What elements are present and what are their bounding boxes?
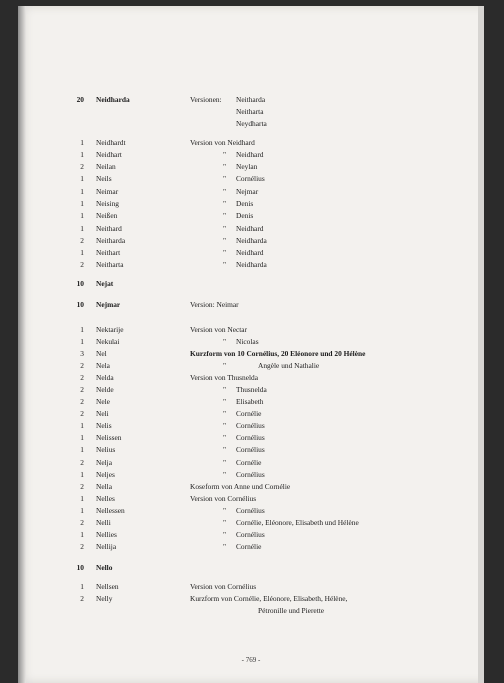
entry-count: 1 <box>80 582 84 591</box>
entry-description: " <box>223 199 227 208</box>
list-item <box>18 593 484 605</box>
list-item <box>18 278 484 290</box>
entry-count: 1 <box>80 211 84 220</box>
entry-name: Neidhart <box>96 150 122 159</box>
entry-name: Neithart <box>96 248 121 257</box>
entry-description: " <box>223 506 227 515</box>
list-item <box>18 118 484 130</box>
entry-name: Nejmar <box>96 300 121 309</box>
page-number: - 769 - <box>241 656 261 664</box>
entry-reference: Nicolas <box>236 337 259 346</box>
entry-description: " <box>223 187 227 196</box>
entry-reference: Cornélius <box>236 174 265 183</box>
entry-description: " <box>223 248 227 257</box>
entry-reference: Neitharda <box>236 95 266 104</box>
entry-count: 1 <box>80 174 84 183</box>
list-item <box>18 444 484 456</box>
entry-reference: Neitharta <box>236 107 264 116</box>
entry-description: Version: Neimar <box>190 300 239 309</box>
entry-count: 1 <box>80 445 84 454</box>
list-item <box>18 562 484 574</box>
list-item <box>18 493 484 505</box>
list-item <box>18 247 484 259</box>
entry-description: Koseform von Anne und Cornélie <box>190 482 291 491</box>
entry-count: 1 <box>80 248 84 257</box>
entry-name: Neidhardt <box>96 138 126 147</box>
entry-name: Nela <box>96 361 110 370</box>
entry-reference: Neidhard <box>236 150 264 159</box>
entry-name: Neising <box>96 199 119 208</box>
list-item <box>18 186 484 198</box>
entry-description: Version von Nectar <box>190 325 248 334</box>
list-item <box>18 541 484 553</box>
entry-reference: Pétronille und Pierette <box>258 606 325 615</box>
list-item <box>18 372 484 384</box>
entry-name: Nektarije <box>96 325 124 334</box>
entry-description: " <box>223 397 227 406</box>
entry-count: 2 <box>80 409 84 418</box>
entry-name: Nele <box>96 397 110 406</box>
entry-description: " <box>223 337 227 346</box>
list-item <box>18 336 484 348</box>
entry-count: 1 <box>80 337 84 346</box>
list-item <box>18 149 484 161</box>
entry-reference: Neidharda <box>236 236 267 245</box>
entry-name: Nellsen <box>96 582 119 591</box>
list-item <box>18 481 484 493</box>
entry-name: Neli <box>96 409 109 418</box>
entry-name: Nel <box>96 349 107 358</box>
entry-count: 2 <box>80 236 84 245</box>
list-item <box>18 324 484 336</box>
entry-count: 2 <box>80 162 84 171</box>
entry-reference: Neidhard <box>236 224 264 233</box>
entry-count: 1 <box>80 421 84 430</box>
entry-count: 2 <box>80 361 84 370</box>
entry-name: Nello <box>96 563 113 572</box>
entry-description: " <box>223 409 227 418</box>
entry-reference: Angèle und Nathalie <box>258 361 320 370</box>
entry-count: 2 <box>80 260 84 269</box>
entry-count: 1 <box>80 325 84 334</box>
entry-count: 20 <box>76 95 84 104</box>
list-item <box>18 408 484 420</box>
list-item <box>18 210 484 222</box>
entry-description: Version von Neidhard <box>190 138 255 147</box>
list-item <box>18 469 484 481</box>
entry-description: " <box>223 542 227 551</box>
entry-count: 1 <box>80 224 84 233</box>
document-page <box>18 6 484 683</box>
entry-reference: Cornélius <box>236 506 265 515</box>
list-item <box>18 505 484 517</box>
entry-name: Nelja <box>96 458 113 467</box>
entry-description: " <box>223 174 227 183</box>
list-item <box>18 420 484 432</box>
entry-count: 1 <box>80 494 84 503</box>
entry-reference: Cornélius <box>236 421 265 430</box>
entry-count: 2 <box>80 385 84 394</box>
entry-reference: Neylan <box>236 162 258 171</box>
entry-reference: Elisabeth <box>236 397 264 406</box>
entry-name: Neidharda <box>96 95 130 104</box>
entry-name: Nellija <box>96 542 117 551</box>
entry-description: Kurzform von Cornélie, Eléonore, Elisabeth, Hélène, <box>190 594 348 603</box>
entry-reference: Nejmar <box>236 187 259 196</box>
entry-description: " <box>223 162 227 171</box>
entry-name: Nelissen <box>96 433 122 442</box>
entry-reference: Cornélius <box>236 433 265 442</box>
list-item <box>18 517 484 529</box>
entry-count: 2 <box>80 542 84 551</box>
entry-name: Neilan <box>96 162 116 171</box>
list-item <box>18 94 484 106</box>
entry-reference: Cornélie, Eléonore, Elisabeth und Hélène <box>236 518 359 527</box>
entry-name: Nelda <box>96 373 114 382</box>
list-item <box>18 137 484 149</box>
entry-name: Neils <box>96 174 112 183</box>
entry-name: Nekulai <box>96 337 120 346</box>
entry-description: " <box>223 530 227 539</box>
entry-reference: Denis <box>236 211 254 220</box>
list-item <box>18 259 484 271</box>
entry-name: Nellessen <box>96 506 125 515</box>
entry-count: 10 <box>76 300 84 309</box>
entry-count: 2 <box>80 518 84 527</box>
entry-reference: Neidharda <box>236 260 267 269</box>
entry-description: " <box>223 260 227 269</box>
entry-count: 2 <box>80 458 84 467</box>
entry-description: " <box>223 224 227 233</box>
entry-name: Nelli <box>96 518 111 527</box>
list-item <box>18 235 484 247</box>
entry-description: Version von Cornélius <box>190 494 257 503</box>
entry-count: 2 <box>80 397 84 406</box>
entry-count: 2 <box>80 594 84 603</box>
entry-count: 10 <box>76 279 84 288</box>
entry-count: 1 <box>80 150 84 159</box>
list-item <box>18 605 484 617</box>
entry-description: " <box>223 150 227 159</box>
entry-name: Neitharta <box>96 260 124 269</box>
entry-name: Neithard <box>96 224 122 233</box>
list-item <box>18 432 484 444</box>
entry-description: Version von Thusnelda <box>190 373 259 382</box>
entry-name: Neißen <box>96 211 118 220</box>
entry-description: " <box>223 211 227 220</box>
entry-name: Nella <box>96 482 113 491</box>
entry-name: Nelde <box>96 385 114 394</box>
entry-reference: Cornélie <box>236 542 262 551</box>
entry-count: 1 <box>80 433 84 442</box>
list-item <box>18 457 484 469</box>
entry-name: Nelis <box>96 421 112 430</box>
entry-reference: Cornélius <box>236 530 265 539</box>
entry-count: 1 <box>80 470 84 479</box>
entry-name: Nelius <box>96 445 116 454</box>
entry-reference: Cornélius <box>236 445 265 454</box>
entry-reference: Denis <box>236 199 254 208</box>
entry-description: " <box>223 361 227 370</box>
entry-name: Neljes <box>96 470 115 479</box>
entry-reference: Neidhard <box>236 248 264 257</box>
entry-description: " <box>223 458 227 467</box>
entry-description: " <box>223 421 227 430</box>
entry-count: 10 <box>76 563 84 572</box>
entry-reference: Thusnelda <box>236 385 267 394</box>
list-item <box>18 173 484 185</box>
list-item <box>18 299 484 311</box>
entry-count: 1 <box>80 199 84 208</box>
entry-description: " <box>223 518 227 527</box>
entry-name: Neimar <box>96 187 119 196</box>
entry-description: " <box>223 445 227 454</box>
list-item <box>18 161 484 173</box>
entry-description: Kurzform von 10 Cornélius, 20 Eléonore und 20 Hélène <box>190 349 366 358</box>
entry-name: Nelly <box>96 594 113 603</box>
entry-description: " <box>223 433 227 442</box>
list-item <box>18 360 484 372</box>
list-item <box>18 106 484 118</box>
entry-description: " <box>223 470 227 479</box>
entry-count: 1 <box>80 138 84 147</box>
entry-name: Nejat <box>96 279 114 288</box>
list-item <box>18 581 484 593</box>
entry-name: Nellies <box>96 530 117 539</box>
entry-count: 1 <box>80 187 84 196</box>
list-item <box>18 529 484 541</box>
entry-name: Nelles <box>96 494 115 503</box>
entry-name: Neitharda <box>96 236 126 245</box>
entry-count: 2 <box>80 482 84 491</box>
entry-count: 1 <box>80 530 84 539</box>
list-item <box>18 396 484 408</box>
entry-count: 2 <box>80 373 84 382</box>
entry-reference: Cornélius <box>236 470 265 479</box>
entry-description: Versionen: <box>190 95 222 104</box>
list-item <box>18 348 484 360</box>
entry-count: 3 <box>80 349 84 358</box>
entry-reference: Cornélie <box>236 458 262 467</box>
entry-count: 1 <box>80 506 84 515</box>
entry-description: " <box>223 385 227 394</box>
entry-reference: Neydharta <box>236 119 267 128</box>
entry-reference: Cornélie <box>236 409 262 418</box>
entry-description: " <box>223 236 227 245</box>
entry-description: Version von Cornélius <box>190 582 257 591</box>
list-item <box>18 198 484 210</box>
list-item <box>18 384 484 396</box>
list-item <box>18 223 484 235</box>
